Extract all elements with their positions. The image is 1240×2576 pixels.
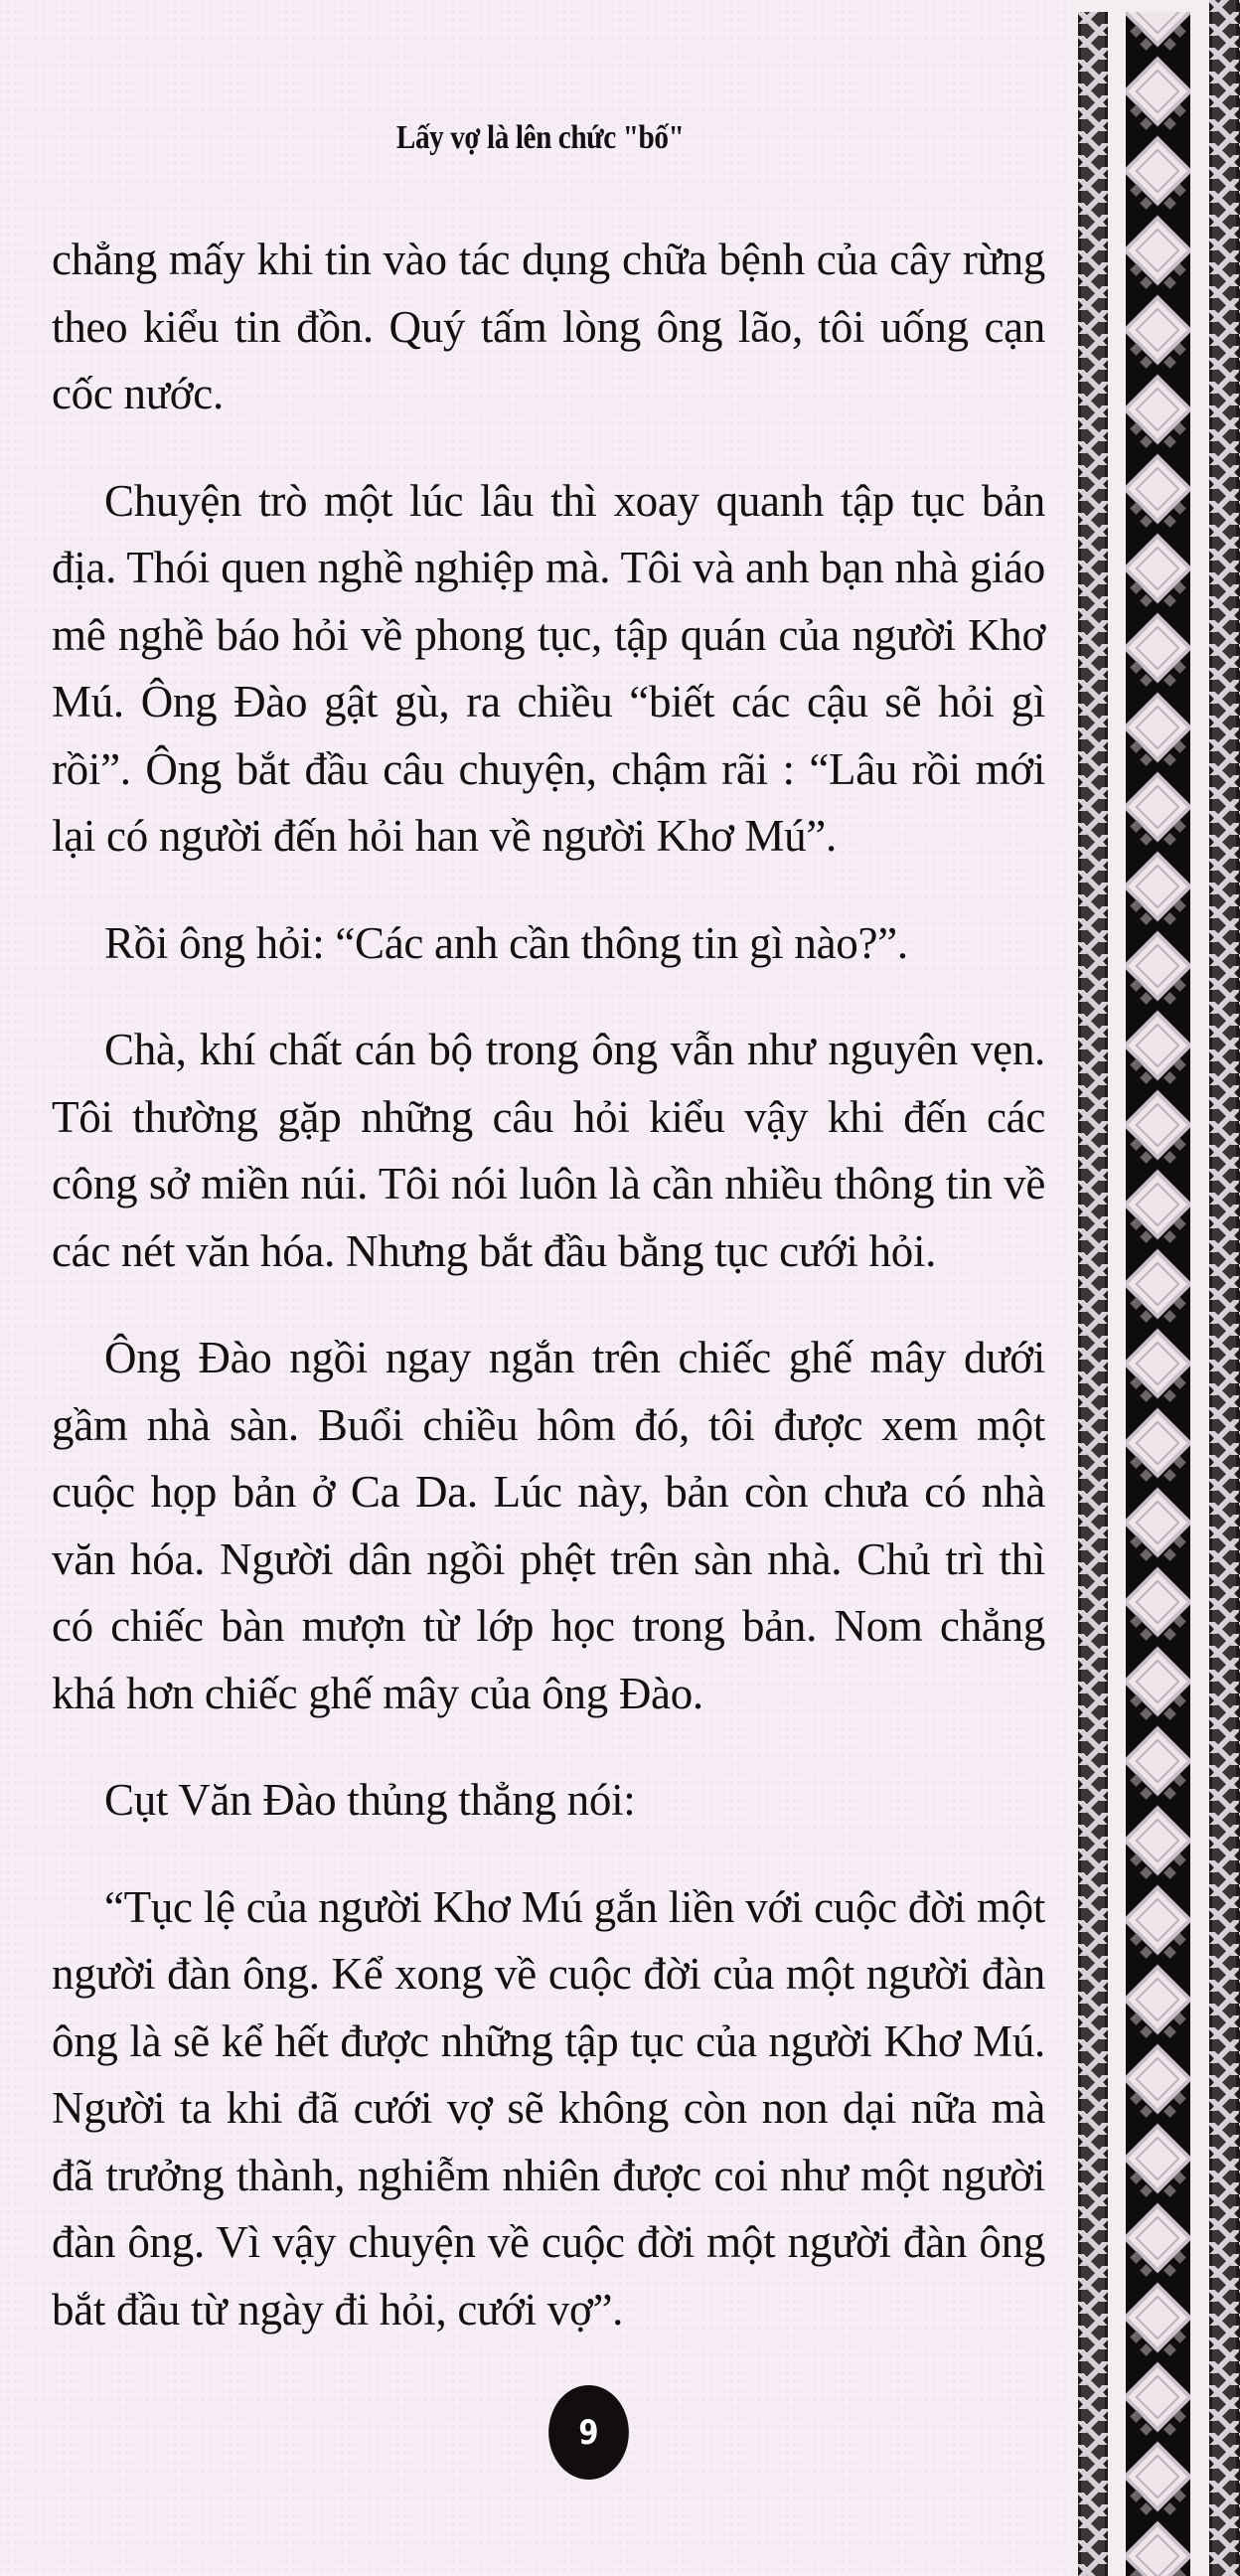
small-diamond-dot-icon — [1163, 1230, 1176, 1243]
small-diamond-dot-icon — [1163, 753, 1176, 766]
small-diamond-dot-icon — [1163, 1469, 1176, 1482]
small-diamond-dot-icon — [1163, 515, 1176, 528]
small-diamond-dot-icon — [1163, 2502, 1176, 2515]
paragraph-6: Cụt Văn Đào thủng thẳng nói: — [104, 1775, 636, 1825]
small-diamond-dot-icon — [1163, 2025, 1176, 2038]
border-side-strip-right-diamond-pattern-icon — [1209, 0, 1240, 2576]
body-text — [52, 227, 1045, 2383]
small-diamond-dot-icon — [1163, 1071, 1176, 1084]
paragraph-7: “Tục lệ của người Khơ Mú gắn liền với cuộc đời một người đàn ông. Kể xong về cuộc đời của một người đàn ông là sẽ kể hết được những tập tục của người Khơ Mú. Người ta khi đã cưới vợ sẽ không còn non dại nữa mà đã trưởng thành, nghiễm nhiên được coi như một người đàn ông. Vì vậy chuyện về cuộc đời một người đàn ông bắt đầu từ ngày đi hỏi, cưới vợ”. — [52, 1881, 1045, 2334]
small-diamond-dot-icon — [1163, 117, 1176, 130]
paragraph-5: Ông Đào ngồi ngay ngắn trên chiếc ghế mây dưới gầm nhà sàn. Buổi chiều hôm đó, tôi được xem một cuộc họp bản ở Ca Da. Lúc này, bản còn chưa có nhà văn hóa. Người dân ngồi phệt trên sàn nhà. Chủ trì thì có chiếc bàn mượn từ lớp học trong bản. Nom chẳng khá hơn chiếc ghế mây của ông Đào. — [52, 1333, 1045, 1718]
small-diamond-dot-icon — [1163, 1946, 1176, 1959]
small-diamond-dot-icon — [1163, 1628, 1176, 1641]
small-diamond-dot-icon — [1163, 674, 1176, 687]
running-head: Lấy vợ là lên chức "bố" — [395, 119, 685, 156]
small-diamond-dot-icon — [1163, 1310, 1176, 1323]
paragraph-2: Chuyện trò một lúc lâu thì xoay quanh tập tục bản địa. Thói quen nghề nghiệp mà. Tôi và anh bạn nhà giáo mê nghề báo hỏi về phong tục, tập quán của người Khơ Mú. Ông Đào gật gù, ra chiều “biết các cậu sẽ hỏi gì rồi”. Ông bắt đầu câu chuyện, chậm rãi : “Lâu rồi mới lại có người đến hỏi han về người Khơ Mú”. — [52, 475, 1045, 861]
small-diamond-dot-icon — [1163, 356, 1176, 369]
small-diamond-dot-icon — [1163, 1866, 1176, 1879]
small-diamond-dot-icon — [1163, 833, 1176, 846]
paragraph-1: chẳng mấy khi tin vào tác dụng chữa bệnh của cây rừng theo kiểu tin đồn. Quý tấm lòng ông lão, tôi uống cạn cốc nước. — [52, 235, 1045, 418]
small-diamond-dot-icon — [1163, 2423, 1176, 2436]
small-diamond-dot-icon — [1163, 1548, 1176, 1561]
paragraph-4: Chà, khí chất cán bộ trong ông vẫn như nguyên vẹn. Tôi thường gặp những câu hỏi kiểu vậy khi đến các công sở miền núi. Tôi nói luôn là cần nhiều thông tin về các nét văn hóa. Nhưng bắt đầu bằng tục cưới hỏi. — [52, 1025, 1045, 1276]
small-diamond-dot-icon — [1163, 992, 1176, 1005]
small-diamond-dot-icon — [1163, 1707, 1176, 1720]
small-diamond-dot-icon — [1163, 2105, 1176, 2118]
diamond-motif-icon — [1126, 2521, 1190, 2576]
page-number-badge: 9 — [548, 2385, 629, 2480]
small-diamond-dot-icon — [1163, 1151, 1176, 1164]
small-diamond-dot-icon — [1163, 2184, 1176, 2197]
small-diamond-dot-icon — [1163, 1389, 1176, 1402]
border-side-strip-left-diamond-pattern-icon — [1078, 12, 1108, 2576]
small-diamond-dot-icon — [1163, 594, 1176, 607]
border-center-band-diamond-pattern-icon — [1126, 12, 1190, 2576]
small-diamond-dot-icon — [1163, 435, 1176, 448]
small-diamond-dot-icon — [1163, 197, 1176, 210]
small-diamond-dot-icon — [1163, 2264, 1176, 2277]
small-diamond-dot-icon — [1163, 1787, 1176, 1800]
small-diamond-dot-icon — [1163, 912, 1176, 925]
small-diamond-dot-icon — [1163, 2343, 1176, 2356]
small-diamond-dot-icon — [1163, 276, 1176, 289]
small-diamond-dot-icon — [1163, 38, 1176, 51]
paragraph-3: Rồi ông hỏi: “Các anh cần thông tin gì nào?”. — [104, 917, 908, 968]
